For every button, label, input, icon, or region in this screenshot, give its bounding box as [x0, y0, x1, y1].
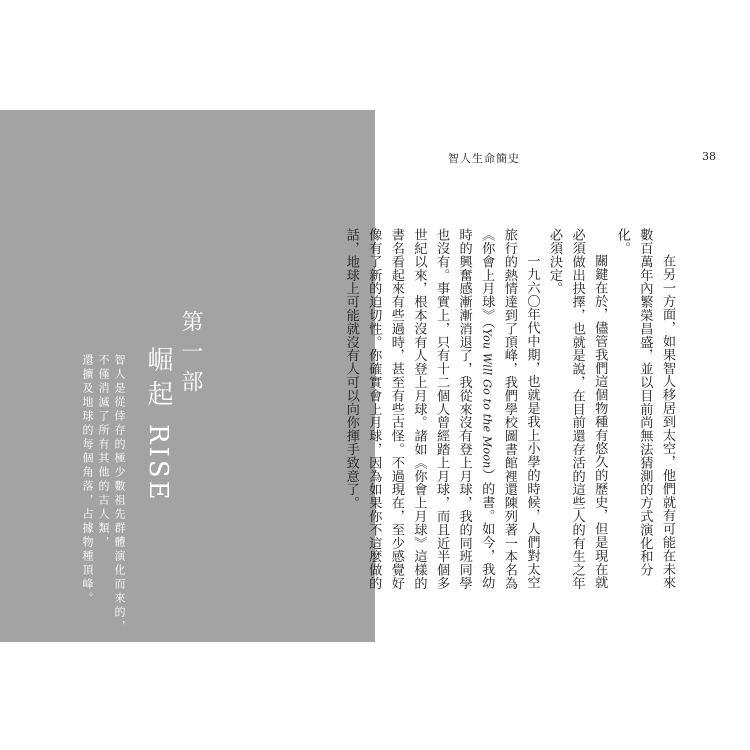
paragraph-2 [542, 228, 610, 600]
intro-line-3: 還擴及地球的每個角落，占據物種頂峰。 [81, 354, 94, 606]
paragraph-text: 在另一方面，如果智人移居到太空，他們就有可能在未來數百萬年內繁榮昌盛，並以目前尚無法猜測的方式演化和分化。 [614, 228, 675, 590]
paragraph-3 [339, 228, 542, 600]
running-head: 智人生命簡史 [448, 152, 520, 165]
intro-line-1: 智人是從倖存的極少數祖先群體演化而來的， [113, 354, 126, 634]
english-book-title: You Will Go to the Moon [480, 328, 494, 469]
section-title [140, 346, 181, 503]
body-text [339, 228, 678, 600]
part-label: 第一部 [178, 310, 203, 400]
paragraph-1 [610, 228, 678, 600]
paragraph-text: 關鍵在於，儘管我們這個物種有悠久的歷史，但是現在就必須做出抉擇，也就是說，在目前還存活的這些人的有生之年必須決定。 [547, 228, 608, 590]
paragraph-text: ）的書。如今，我幼時的興奮感漸漸消退了，我從來沒有登上月球，我的同班同學也沒有。事實上，只有十二個人曾經踏上月球，而且近半個多世紀以來，根本沒有人登上月球。諸如《你會上月球》這樣的書名看起來有些過時，甚至有些古怪。不過現在，至少感覺好像有了新的迫切性。你確實會上月球，因為如果你不這麼做的話，地球上可能就沒有人可以向你揮手致意了。 [343, 228, 495, 590]
intro-line-2: 不僅消滅了所有其他的古人類， [97, 354, 110, 550]
part-opener-panel [0, 110, 375, 642]
paragraph-text: 一九六〇年代中期，也就是我上小學的時候，人們對太空旅行的熱情達到了頂峰，我們學校圖書館裡還陳列著一本名為《你會上月球》（ [479, 228, 540, 590]
page-number: 38 [702, 150, 716, 163]
section-title-zh: 崛起 [143, 346, 173, 414]
section-title-en: RISE [143, 424, 173, 503]
